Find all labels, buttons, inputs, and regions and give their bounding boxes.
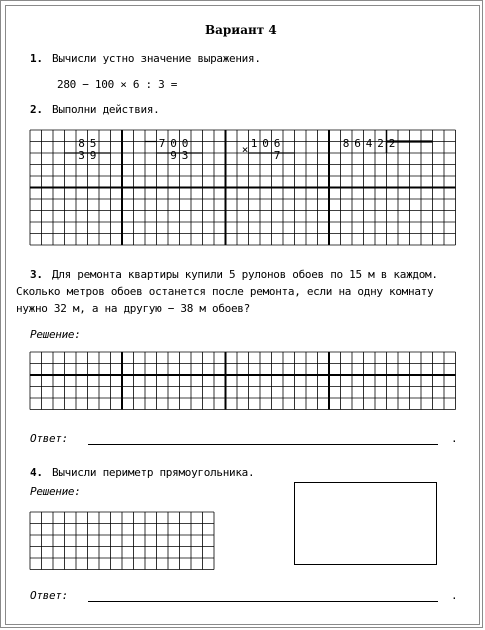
div-top-digit: 0 (170, 137, 177, 151)
div-bottom-digit: 3 (181, 148, 189, 162)
mul-top-digit: 1 (250, 137, 258, 151)
task3-line1: Для ремонта квартиры купили 5 рулонов обоев по 15 м в каждом. (52, 268, 438, 281)
task2-text: Выполни действия. (52, 103, 160, 116)
task3-answer-end: . (451, 432, 458, 445)
task1-expression: 280 − 100 × 6 : 3 = (57, 78, 178, 91)
longdiv-dividend-digit: 2 (377, 137, 384, 151)
task3-answer-label: Ответ: (30, 432, 68, 445)
sub-top-digit: 5 (89, 137, 97, 151)
div-bottom-digit: 9 (170, 148, 177, 162)
div-top-digit: 7 (158, 137, 166, 151)
task2-number: 2. (30, 103, 43, 116)
mul-top-digit: 0 (262, 137, 269, 151)
sub-bottom-digit: 3 (78, 148, 85, 162)
task1-number: 1. (30, 52, 43, 65)
task4-answer-end: . (451, 589, 458, 602)
longdiv-dividend-digit: 6 (354, 137, 361, 151)
longdiv-dividend-digit: 8 (342, 137, 350, 151)
task3-line3: нужно 32 м, а на другую − 38 м обоев? (16, 302, 250, 315)
task3-solution-label: Решение: (30, 328, 81, 341)
task4-text: Вычисли периметр прямоугольника. (52, 466, 255, 479)
task3-line2: Сколько метров обоев останется после ремонта, если на одну комнату (16, 285, 434, 298)
sub-top-digit: 8 (78, 137, 85, 151)
multiply-sign: × (241, 142, 249, 156)
task4-number: 4. (30, 466, 43, 479)
task3-number: 3. (30, 268, 43, 281)
mul-bottom-digit: 7 (273, 148, 281, 162)
task4-answer-label: Ответ: (30, 589, 68, 602)
longdiv-divisor-digit: 2 (388, 137, 396, 151)
task4-solution-label: Решение: (30, 485, 81, 498)
task1-text: Вычисли устно значение выражения. (52, 52, 261, 65)
longdiv-dividend-digit: 4 (365, 137, 373, 151)
div-top-digit: 0 (181, 137, 189, 151)
mul-top-digit: 6 (273, 137, 281, 151)
sub-bottom-digit: 9 (89, 148, 97, 162)
task4-answer-field[interactable] (88, 601, 438, 602)
page-title: Вариант 4 (205, 23, 277, 37)
rectangle-figure (294, 482, 437, 565)
